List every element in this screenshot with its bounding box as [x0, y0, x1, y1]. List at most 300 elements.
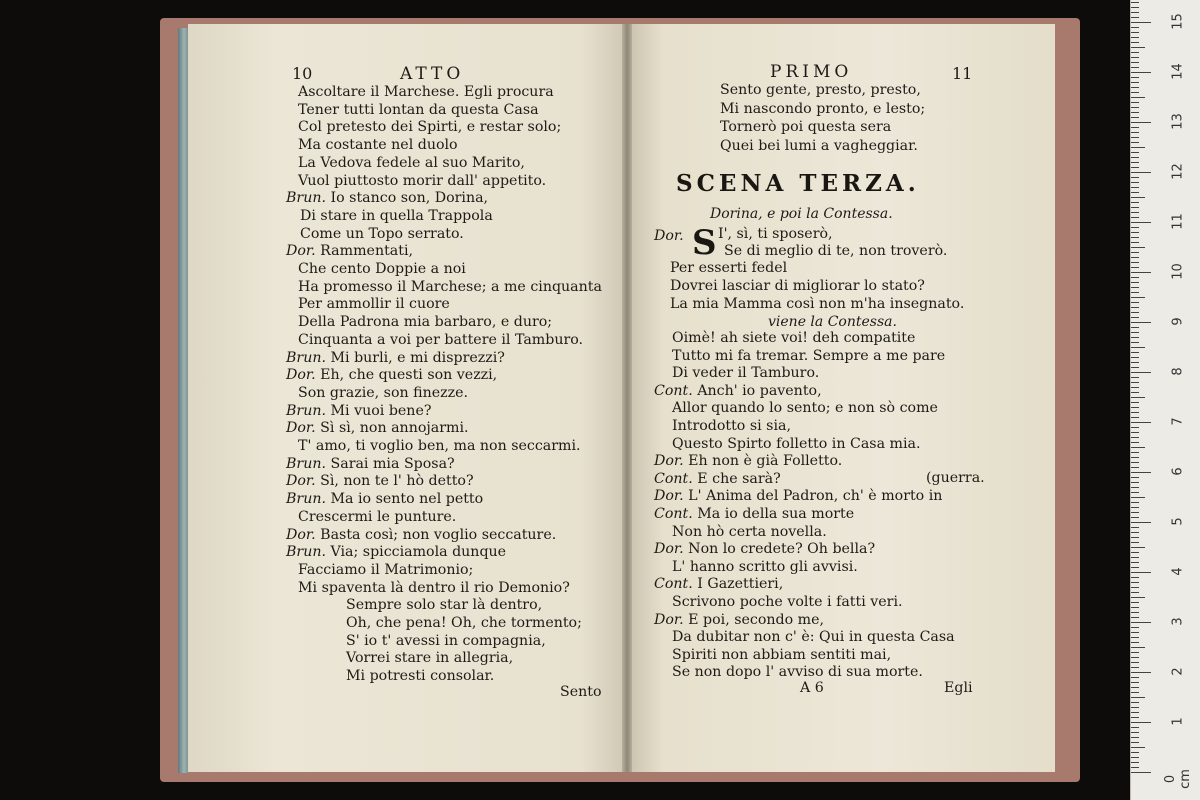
ruler-tick [1131, 562, 1139, 563]
verse-text: Da dubitar non c' è: Qui in questa Casa [672, 629, 955, 646]
verse-text: Tutto mi fa tremar. Sempre a me pare [672, 347, 946, 364]
verse-text: Mi vuoi bene? [330, 402, 432, 419]
verse-text: E che sarà? [697, 470, 781, 487]
ruler-tick [1131, 162, 1139, 163]
left-page-line [298, 385, 468, 402]
speaker-label: Dor. [286, 473, 321, 490]
verse-text: Quei bei lumi a vagheggiar. [720, 137, 918, 154]
speaker-label: Cont. [654, 470, 698, 487]
ruler-tick [1131, 557, 1139, 558]
left-page-line [286, 544, 506, 561]
verse-text: Di veder il Tamburo. [672, 365, 820, 382]
ruler-tick [1131, 447, 1145, 448]
ruler-tick [1131, 667, 1139, 668]
ruler-tick [1131, 707, 1139, 708]
ruler-tick [1131, 267, 1139, 268]
ruler-tick [1131, 32, 1139, 33]
right-bottom-line [654, 506, 854, 523]
ruler-tick [1131, 252, 1139, 253]
ruler-tick [1131, 87, 1139, 88]
left-page-line [346, 650, 513, 667]
right-bottom-line [672, 348, 945, 365]
right-top-line [720, 119, 891, 136]
ruler-tick [1131, 117, 1139, 118]
ruler-label: 9 [1170, 317, 1186, 326]
ruler-tick [1131, 617, 1139, 618]
ruler-tick [1131, 662, 1139, 663]
verse-text: E poi, secondo me, [688, 611, 825, 628]
ruler-tick [1131, 482, 1139, 483]
right-bottom-line [672, 330, 915, 347]
verse-text: Oimè! ah siete voi! deh compatite [672, 330, 916, 346]
verse-text: Basta così; non voglio seccature. [320, 526, 557, 543]
ruler-tick [1131, 407, 1139, 408]
ruler-tick [1131, 722, 1151, 723]
verse-text: Ma io sento nel petto [330, 491, 484, 508]
ruler-tick [1131, 37, 1139, 38]
ruler-tick [1131, 242, 1139, 243]
verse-text: Eh, che questi son vezzi, [320, 367, 498, 384]
right-bottom-line [654, 488, 942, 505]
speaker-label: Dor. [654, 541, 689, 558]
verse-text: Ma io della sua morte [697, 506, 855, 522]
ruler-tick [1131, 247, 1145, 248]
right-bottom-line [654, 541, 875, 558]
left-page-line [286, 456, 455, 473]
right-bottom-line [654, 612, 824, 629]
left-page-line [300, 226, 464, 243]
ruler-tick [1131, 612, 1139, 613]
verse-text: Anch' io pavento, [697, 382, 822, 399]
left-page-line [298, 509, 456, 526]
ruler-tick [1131, 182, 1139, 183]
ruler-tick [1131, 157, 1139, 158]
ruler-tick [1131, 762, 1139, 763]
right-bottom-line [672, 594, 903, 611]
ruler-tick [1131, 222, 1151, 223]
ruler-tick [1131, 42, 1139, 43]
ruler-tick [1131, 607, 1139, 608]
ruler-tick [1131, 547, 1145, 548]
ruler-tick [1131, 347, 1145, 348]
ruler-tick [1131, 767, 1139, 768]
ruler-label: 1 [1170, 717, 1186, 726]
ruler-tick [1131, 732, 1139, 733]
ruler-tick [1131, 227, 1139, 228]
ruler-tick [1131, 572, 1151, 573]
ruler-tick [1131, 147, 1145, 148]
ruler-tick [1131, 387, 1139, 388]
verse-text: Per ammollir il cuore [298, 296, 450, 313]
speaker-label: Brun. [286, 491, 331, 508]
ruler-tick [1131, 467, 1139, 468]
verse-text: Sento gente, presto, presto, [720, 82, 921, 98]
ruler-tick [1131, 442, 1139, 443]
ruler-tick [1131, 752, 1139, 753]
verse-text: Della Padrona mia barbaro, e duro; [298, 314, 553, 331]
ruler-tick [1131, 747, 1145, 748]
left-running-head: ATTO [400, 64, 465, 84]
ruler-tick [1131, 367, 1139, 368]
verse-text: Per esserti fedel [670, 260, 788, 276]
first-speaker: Dor. [654, 228, 684, 244]
ruler-tick [1131, 192, 1139, 193]
ruler-label: 2 [1170, 667, 1186, 676]
left-page-line [286, 243, 413, 260]
left-page-line [298, 296, 450, 313]
left-page-line [298, 438, 581, 455]
verse-text: Introdotto si sia, [672, 418, 791, 434]
right-bottom-line [672, 664, 923, 681]
ruler-tick [1131, 657, 1139, 658]
verse-text: Son grazie, son finezze. [298, 384, 468, 401]
ruler-tick [1131, 82, 1139, 83]
ruler-tick [1131, 532, 1139, 533]
ruler-tick [1131, 402, 1139, 403]
verse-text: Via; spicciamola dunque [330, 544, 507, 561]
speaker-label: Dor. [286, 526, 321, 543]
right-bottom-line [672, 400, 938, 417]
ruler-tick [1131, 112, 1139, 113]
ruler-tick [1131, 17, 1139, 18]
ruler-tick [1131, 172, 1151, 173]
ruler-tick [1131, 502, 1139, 503]
ruler-tick [1131, 357, 1139, 358]
right-bottom-line [672, 524, 827, 541]
verse-text: Se non dopo l' avviso di sua morte. [672, 664, 923, 681]
ruler-tick [1131, 297, 1145, 298]
ruler-tick [1131, 232, 1139, 233]
left-page-line [346, 597, 542, 614]
left-page-number: 10 [292, 64, 313, 83]
verse-text: Mi spaventa là dentro il rio Demonio? [298, 579, 570, 596]
ruler-label: 6 [1170, 467, 1186, 476]
verse-text: T' amo, ti voglio ben, ma non seccarmi. [298, 438, 581, 454]
ruler-tick [1131, 302, 1139, 303]
ruler-label: 7 [1170, 417, 1186, 426]
verse-text: Cinquanta a voi per battere il Tamburo. [298, 331, 584, 348]
ruler-tick [1131, 122, 1151, 123]
verse-text: Che cento Doppie a noi [298, 261, 466, 277]
ruler-label: 15 [1170, 13, 1186, 30]
ruler-tick [1131, 717, 1139, 718]
ruler-tick [1131, 582, 1139, 583]
left-page-line [346, 668, 494, 685]
ruler-tick [1131, 277, 1139, 278]
ruler-tick [1131, 652, 1139, 653]
ruler-tick [1131, 287, 1139, 288]
left-page-line [298, 84, 554, 101]
ruler-tick [1131, 597, 1145, 598]
right-mid-line [670, 296, 964, 313]
ruler-tick [1131, 527, 1139, 528]
ruler-tick [1131, 567, 1139, 568]
ruler-tick [1131, 107, 1139, 108]
speaker-label: Dor. [654, 611, 689, 628]
verse-text: L' hanno scritto gli avvisi. [672, 558, 858, 575]
ruler-tick [1131, 12, 1139, 13]
speaker-label: Dor. [286, 420, 321, 437]
ruler-tick [1131, 537, 1139, 538]
ruler-tick [1131, 292, 1139, 293]
ruler-tick [1131, 702, 1139, 703]
ruler-tick [1131, 27, 1139, 28]
guerra-word: (guerra. [926, 470, 985, 486]
speaker-label: Cont. [654, 506, 698, 522]
verse-text: Ha promesso il Marchese; a me cinquanta [298, 278, 602, 295]
ruler-tick [1131, 542, 1139, 543]
ruler-tick [1131, 72, 1151, 73]
ruler-tick [1131, 7, 1139, 8]
speaker-label: Dor. [286, 367, 321, 384]
left-page-line [298, 332, 583, 349]
ruler-tick [1131, 522, 1151, 523]
right-catchword: Egli [944, 680, 973, 696]
left-page-line [298, 314, 552, 331]
ruler-label: 10 [1170, 263, 1186, 280]
right-bottom-line [672, 436, 921, 453]
left-page-line [298, 261, 466, 278]
left-page-line [298, 119, 561, 136]
ruler-tick [1131, 62, 1139, 63]
left-page-line [286, 190, 488, 207]
ruler-tick [1131, 372, 1151, 373]
left-page-line [286, 367, 497, 384]
ruler-tick [1131, 237, 1139, 238]
left-page-line [298, 279, 602, 296]
ruler-tick [1131, 77, 1139, 78]
verse-text: Non hò certa novella. [672, 523, 827, 540]
ruler-tick [1131, 262, 1139, 263]
verse-text: I Gazettieri, [697, 576, 784, 593]
verse-text: Di stare in quella Trappola [300, 207, 493, 224]
ruler-tick [1131, 2, 1139, 3]
verse-text: Facciamo il Matrimonio; [298, 561, 474, 578]
verse-text: Sarai mia Sposa? [330, 455, 455, 472]
signature-mark: A 6 [800, 680, 824, 696]
speaker-label: Dor. [654, 453, 689, 470]
speaker-label: Dor. [286, 243, 321, 260]
ruler-tick [1131, 507, 1139, 508]
ruler-tick [1131, 142, 1139, 143]
ruler-tick [1131, 97, 1145, 98]
drop-cap: S [692, 223, 717, 263]
right-bottom-line [672, 365, 819, 382]
ruler-tick [1131, 492, 1139, 493]
ruler-tick [1131, 92, 1139, 93]
verse-text: Ma costante nel duolo [298, 137, 458, 154]
ruler-tick [1131, 692, 1139, 693]
verse-text: Sì sì, non annojarmi. [320, 420, 469, 437]
verse-text: Sempre solo star là dentro, [346, 597, 543, 614]
ruler-tick [1131, 677, 1139, 678]
ruler-tick [1131, 282, 1139, 283]
verse-text: Scrivono poche volte i fatti veri. [672, 594, 903, 610]
book-gutter [622, 24, 632, 772]
right-bottom-line [672, 418, 791, 435]
verse-text: Rammentati, [320, 243, 413, 260]
ruler-tick [1131, 477, 1139, 478]
verse-text: Vuol piuttosto morir dall' appetito. [298, 172, 547, 189]
ruler-tick [1131, 427, 1139, 428]
right-page-number: 11 [952, 64, 973, 83]
ruler-label: 4 [1170, 567, 1186, 576]
ruler-tick [1131, 457, 1139, 458]
ruler-tick [1131, 317, 1139, 318]
left-page-line [286, 420, 469, 437]
ruler-tick [1131, 462, 1139, 463]
ruler-tick [1131, 587, 1139, 588]
left-page-line [346, 615, 582, 632]
ruler-tick [1131, 512, 1139, 513]
ruler-tick [1131, 647, 1145, 648]
stage-cue: viene la Contessa. [768, 314, 897, 330]
left-page-line [298, 102, 539, 119]
ruler-tick [1131, 327, 1139, 328]
verse-text: Mi burli, e mi disprezzi? [330, 349, 505, 366]
verse-text: La mia Mamma così non m'ha insegnato. [670, 296, 965, 312]
left-page-line [298, 173, 546, 190]
ruler-tick [1131, 632, 1139, 633]
right-top-line [720, 101, 925, 118]
verse-text: Ascoltare il Marchese. Egli procura [298, 84, 554, 100]
right-bottom-line [654, 471, 781, 488]
ruler-tick [1131, 757, 1139, 758]
right-bottom-line [672, 559, 858, 576]
ruler-tick [1131, 22, 1151, 23]
ruler-tick [1131, 137, 1139, 138]
second-line: Se di meglio di te, non troverò. [724, 243, 948, 259]
ruler-tick [1131, 352, 1139, 353]
ruler-tick [1131, 377, 1139, 378]
ruler-tick [1131, 307, 1139, 308]
ruler-tick [1131, 672, 1151, 673]
verse-text: Eh non è già Folletto. [688, 453, 843, 470]
scene-cue: Dorina, e poi la Contessa. [710, 206, 893, 222]
ruler-tick [1131, 342, 1139, 343]
left-page-line [286, 403, 431, 420]
ruler-label: 8 [1170, 367, 1186, 376]
left-page-line [286, 491, 483, 508]
ruler-tick [1131, 472, 1151, 473]
ruler-tick [1131, 772, 1151, 773]
ruler-tick [1131, 622, 1151, 623]
right-mid-line [670, 278, 925, 295]
ruler-tick [1131, 382, 1139, 383]
right-bottom-line [654, 383, 822, 400]
ruler-label: 12 [1170, 163, 1186, 180]
scene-title: SCENA TERZA. [676, 170, 920, 197]
speaker-label: Cont. [654, 576, 698, 593]
verse-text: Oh, che pena! Oh, che tormento; [346, 615, 582, 631]
ruler-tick [1131, 627, 1139, 628]
speaker-label: Dor. [654, 488, 689, 505]
ruler-tick [1131, 127, 1139, 128]
verse-text: Vorrei stare in allegria, [346, 650, 514, 667]
left-page-line [298, 580, 570, 597]
verse-text: Mi nascondo pronto, e lesto; [720, 100, 926, 117]
ruler-label: 0 cm [1163, 769, 1193, 789]
ruler-tick [1131, 67, 1139, 68]
verse-text: Tornerò poi questa sera [720, 119, 892, 135]
ruler-tick [1131, 682, 1139, 683]
ruler-tick [1131, 177, 1139, 178]
ruler-tick [1131, 212, 1139, 213]
verse-text: Sì, non te l' hò detto? [320, 473, 474, 490]
ruler-tick [1131, 397, 1145, 398]
ruler-tick [1131, 712, 1139, 713]
left-page-line [286, 473, 474, 490]
left-catchword: Sento [560, 684, 602, 700]
verse-text: Io stanco son, Dorina, [330, 190, 489, 207]
ruler-tick [1131, 322, 1151, 323]
verse-text: Spiriti non abbiam sentiti mai, [672, 646, 892, 663]
ruler-tick [1131, 332, 1139, 333]
verse-text: S' io t' avessi in compagnia, [346, 632, 546, 649]
first-line: I', sì, ti sposerò, [718, 226, 833, 242]
right-bottom-line [654, 453, 842, 470]
verse-text: Non lo credete? Oh bella? [688, 541, 876, 558]
ruler-tick [1131, 102, 1139, 103]
verse-text: La Vedova fedele al suo Marito, [298, 154, 525, 171]
ruler-tick [1131, 497, 1145, 498]
ruler-tick [1131, 437, 1139, 438]
right-bottom-line [654, 576, 783, 593]
speaker-label: Brun. [286, 190, 331, 207]
ruler-tick [1131, 697, 1145, 698]
ruler-tick [1131, 737, 1139, 738]
ruler-tick [1131, 272, 1151, 273]
ruler-tick [1131, 202, 1139, 203]
ruler-tick [1131, 132, 1139, 133]
ruler-tick [1131, 152, 1139, 153]
right-mid-line [670, 260, 787, 277]
ruler-tick [1131, 312, 1139, 313]
verse-text: Mi potresti consolar. [346, 668, 495, 685]
ruler-tick [1131, 422, 1151, 423]
ruler-tick [1131, 727, 1139, 728]
ruler-label: 5 [1170, 517, 1186, 526]
ruler-tick [1131, 642, 1139, 643]
ruler-tick [1131, 207, 1139, 208]
ruler-tick [1131, 432, 1139, 433]
verse-text: Allor quando lo sento; e non sò come [672, 400, 938, 417]
ruler-label: 11 [1170, 213, 1186, 230]
left-page-line [298, 562, 473, 579]
ruler-tick [1131, 417, 1139, 418]
ruler-label: 3 [1170, 617, 1186, 626]
ruler-tick [1131, 257, 1139, 258]
ruler-tick [1131, 592, 1139, 593]
verse-text: Questo Spirto folletto in Casa mia. [672, 435, 921, 452]
ruler-tick [1131, 577, 1139, 578]
speaker-label: Brun. [286, 349, 331, 366]
ruler-tick [1131, 602, 1139, 603]
ruler-tick [1131, 517, 1139, 518]
right-top-line [720, 138, 918, 155]
ruler-tick [1131, 47, 1145, 48]
ruler-tick [1131, 57, 1139, 58]
left-page-line [300, 208, 493, 225]
speaker-label: Brun. [286, 402, 331, 419]
speaker-label: Brun. [286, 455, 331, 472]
left-page-line [298, 137, 458, 154]
speaker-label: Brun. [286, 544, 331, 561]
ruler-tick [1131, 337, 1139, 338]
ruler-tick [1131, 392, 1139, 393]
verse-text: Come un Topo serrato. [300, 225, 464, 242]
left-page-line [286, 527, 556, 544]
